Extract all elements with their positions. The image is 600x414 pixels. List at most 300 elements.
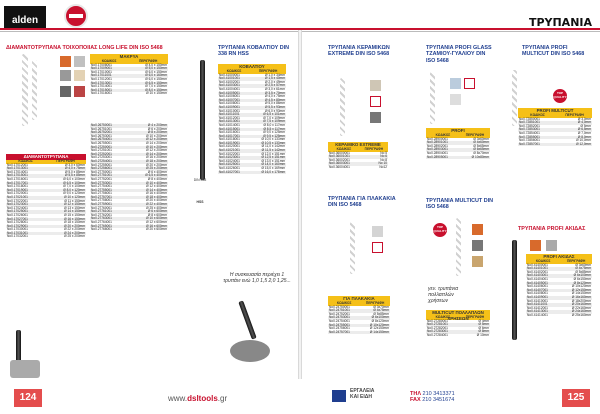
product-code: Νο0.17030001: [7, 227, 28, 232]
product-description: Ø 6,0 x 150mm: [145, 69, 167, 74]
product-description: Ø 10 x 150mm: [146, 91, 167, 96]
product-code: Νο0.27762001: [91, 212, 112, 217]
product-code: Νο0.41411001: [526, 303, 560, 307]
product-description: Ø 5,5 x 93mm: [250, 106, 286, 110]
product-description: Ø 7,0mm: [577, 130, 591, 135]
product-description: Ø 8,0 x 150mm: [128, 89, 168, 93]
product-code: Νο0.17026001: [7, 212, 28, 217]
multi-wood-icon: [472, 256, 483, 267]
product-description: Ø 6,0 x 93mm: [264, 108, 285, 113]
product-code: Νο0.27281001: [426, 323, 460, 327]
ceramic-drill-image: [340, 78, 345, 136]
product-description: Ø 6 x 200mm: [147, 126, 167, 131]
product-description: Ø 1,5 x 40mm: [250, 77, 286, 81]
circle-logo-icon: [64, 4, 88, 28]
column-header: ΚΩΔΙΚΟΣ: [518, 114, 557, 118]
product-code: Νο0.17015001: [90, 89, 128, 93]
product-description: Ø 18 x 200mm: [128, 160, 168, 164]
product-description: Ø 3,0mm: [577, 116, 591, 121]
product-description: Ø 11,5 x 142mm: [250, 149, 286, 153]
product-code: Νο0.17028001: [7, 220, 28, 225]
product-code: Νο0.27763001: [90, 217, 128, 221]
col5-ribbon: PROFI MULTICUT: [518, 108, 592, 114]
page-header: [0, 0, 600, 30]
product-code: Νο0.41026001: [219, 166, 240, 171]
product-code: Νο0.41003001: [218, 84, 250, 88]
table-row: [526, 314, 592, 318]
product-code: Νο0.27751001: [90, 174, 128, 178]
product-description: Ø 4mm: [478, 318, 489, 323]
long-life-drill-image: [22, 54, 28, 126]
col3-grid1: [328, 148, 388, 170]
product-description: Ø 5,0 x 150mm: [128, 67, 168, 71]
product-code: Νο0.24757001: [328, 331, 360, 335]
product-description: Ø 8,0 x 120mm: [45, 189, 86, 193]
product-code: Νο0.24753001: [328, 316, 360, 320]
product-description: Νο12: [379, 164, 387, 169]
product-code: Νο0.27283001: [426, 330, 460, 334]
product-description: Ø 6 x 400mm: [147, 169, 167, 174]
ceramic-sample-icon: [370, 80, 381, 91]
product-code: Νο0.41006001: [219, 94, 240, 99]
product-description: Ø 14x150mm: [360, 331, 390, 335]
product-description: Ø 13 x 150mm: [64, 205, 85, 210]
product-code: Νο0.41410001: [527, 298, 548, 303]
product-description: Ø 12 x 200mm: [128, 138, 168, 142]
product-description: Ø 7,0 x 109mm: [263, 115, 285, 120]
fax-number: 210 3451674: [422, 397, 455, 403]
product-code: Νο0.41014001: [219, 122, 240, 127]
product-code: Νο0.41404001: [527, 276, 548, 281]
product-code: Νο0.27760001: [91, 205, 112, 210]
product-description: Ø 2,5 x 57mm: [250, 84, 286, 88]
col2-ribbon: ΚΟΒΑΛΤΙΟΥ: [218, 64, 286, 70]
column-header: ΚΩΔΙΚΟΣ: [328, 148, 360, 152]
product-code: Νο0.17012001: [91, 76, 112, 81]
product-description: Ø 4,0 x 150mm: [145, 62, 167, 67]
akidas-concrete-icon: [546, 240, 557, 251]
product-description: Νο 10: [360, 162, 388, 166]
product-description: Ø 10 x 200mm: [128, 146, 168, 150]
product-code: Νο0.24751001: [328, 309, 360, 313]
product-description: Ø 10x120mm: [360, 324, 390, 328]
product-code: Νο0.28903001: [426, 148, 460, 152]
product-code: Νο0.41413001: [526, 310, 560, 314]
product-description: Ø 7,0 x 100mm: [63, 184, 85, 189]
column-header: ΠΕΡΙΓΡΑΦΗ: [128, 60, 168, 64]
cobalt-drill-in-use-image: [238, 300, 256, 339]
product-code: Νο0.41406001: [527, 284, 548, 289]
column-header: ΠΕΡΙΓΡΑΦΗ: [557, 114, 592, 118]
product-description: Ø 10,5 x 133mm: [250, 142, 286, 146]
product-description: Ø 4x75mm: [360, 309, 390, 313]
product-description: Ø 12 x 200mm: [146, 148, 167, 153]
product-description: Ø 10,0mm: [576, 138, 591, 143]
product-code: Νο0.17021001: [6, 196, 45, 200]
product-code: Νο0.28900001: [427, 136, 448, 141]
col2-note: Η συσκευασία περιέχει 1 τρυπάνι ενώ 1,0 1,5 2,0 1,25...: [223, 272, 291, 284]
product-code: Νο0.72852001: [519, 123, 540, 128]
product-code: Νο0.17031001: [6, 232, 45, 236]
product-code: Νο0.17009001: [90, 67, 128, 71]
product-description: Ø 4,0 x 75mm: [45, 167, 86, 171]
product-code: Νο0.41002001: [219, 79, 240, 84]
website-link[interactable]: [168, 394, 227, 403]
page-footer: [0, 379, 600, 414]
product-description: Ø 12x150mm: [560, 289, 592, 293]
fax-label: FAX: [410, 397, 421, 403]
product-description: Ø 5mm: [460, 323, 490, 327]
product-code: Νο0.41408001: [527, 291, 548, 296]
top-quality-badge: TOP QUALITY: [432, 222, 448, 238]
product-description: Ø 6,0 x 100mm: [63, 176, 85, 181]
product-description: Ø 9,0 x 125mm: [263, 130, 285, 135]
product-code: Νο0.72857001: [518, 143, 557, 147]
product-code: Νο0.27280001: [427, 318, 448, 323]
col5-grid2: [526, 260, 592, 318]
col5-ribbon2: PROFI ΑΚΙΔΑΣ: [526, 254, 592, 260]
product-code: Νο0.27752001: [91, 176, 112, 181]
product-description: Ø 6x65mm: [460, 148, 490, 152]
phone-number: 210 3413371: [422, 391, 455, 397]
product-description: Ø 10x120mm: [571, 284, 591, 289]
product-code: Νο0.41018001: [219, 137, 240, 142]
product-code: Νο0.41403001: [526, 274, 560, 278]
product-code: Νο0.27758001: [91, 198, 112, 203]
product-description: Ø 6,5 x 400mm: [128, 174, 168, 178]
product-description: Νο 6: [360, 155, 388, 159]
product-description: Ø 4x60mm: [460, 141, 490, 145]
product-description: Ø 6,0 x 150mm: [145, 76, 167, 81]
column-header: ΠΕΡΙΓΡΑΦΗ: [360, 148, 388, 152]
product-code: Νο0.41004001: [219, 86, 240, 91]
product-code: Νο0.27755001: [90, 189, 128, 193]
product-code: Νο0.17017001: [6, 182, 45, 186]
product-code: Νο0.41412001: [527, 305, 548, 310]
product-code: Νο0.41001001: [218, 77, 250, 81]
product-description: Ø 14 x 400mm: [128, 189, 168, 193]
product-code: Νο0.27764001: [91, 220, 112, 225]
product-code: Νο0.36004001: [329, 164, 350, 169]
product-code: Νο0.41027001: [218, 171, 250, 175]
product-code: Νο0.17025001: [6, 210, 45, 214]
product-code: Νο0.41010001: [219, 108, 240, 113]
product-code: Νο0.26753001: [91, 133, 112, 138]
col1-table2: [6, 154, 86, 239]
product-description: Ø 14 x 150mm: [45, 210, 86, 214]
col3-title2: ΤΡΥΠΑΝΙΑ ΓΙΑ ΠΛΑΚΑΚΙΑ DIN ISO 5468: [328, 196, 396, 209]
product-code: Νο0.27253001: [91, 155, 112, 160]
page-number-right: 125: [562, 389, 590, 407]
product-code: Νο0.17010001: [91, 69, 112, 74]
product-description: Ø 12x150mm: [369, 326, 389, 331]
col3-title: ΤΡΥΠΑΝΙΑ ΚΕΡΑΜΙΚΩΝ EXTREME DIN ISO 5468: [328, 45, 390, 58]
col5-grid1: [518, 114, 592, 146]
column-header: ΚΩΔΙΚΟΣ: [526, 260, 560, 264]
product-code: Νο0.28902001: [427, 143, 448, 148]
product-description: Ø 10x80mm: [460, 156, 490, 160]
product-code: Νο0.17019001: [6, 189, 45, 193]
company-line1: ΕΡΓΑΛΕΙΑ: [350, 388, 375, 394]
col1-table1: [90, 54, 168, 96]
contact-info: [410, 391, 455, 403]
product-code: Νο0.24755001: [328, 324, 360, 328]
product-code: Νο0.41400001: [527, 262, 548, 267]
col4-title: ΤΡΥΠΑΝΙΑ PROFI GLASS ΤΖΑΜΙΟΥ-ΓΥΑΛΙΟΥ DIN ISO 5468: [426, 45, 492, 64]
col1-table1-grid: [90, 60, 168, 96]
product-description: Ø 25 x 400mm: [146, 205, 167, 210]
product-description: Ø 3,5 x 70mm: [250, 92, 286, 96]
col3-table1: [328, 142, 388, 170]
tile-sample-icon: [74, 86, 85, 97]
product-code: Νο0.17015001: [6, 174, 45, 178]
product-code: Νο0.17016001: [7, 176, 28, 181]
product-description: Ø 3x70mm: [373, 304, 389, 309]
product-code: Νο0.41402001: [527, 269, 548, 274]
product-description: Ø 4x75mm: [560, 267, 592, 271]
no-hammer-icon-2: [372, 242, 383, 253]
product-description: Ø 6,5mm: [557, 128, 592, 132]
product-description: Ø 6,5 x 150mm: [128, 82, 168, 86]
cobalt-drill-image: [200, 60, 205, 180]
column-header: ΚΩΔΙΚΟΣ: [328, 302, 360, 306]
product-code: Νο0.27254001: [90, 160, 128, 164]
product-code: Νο0.41022001: [219, 151, 240, 156]
product-code: Νο0.27761001: [90, 210, 128, 214]
product-code: Νο0.17032001: [7, 234, 28, 239]
product-code: Νο0.26754001: [90, 138, 128, 142]
product-description: Ø 10 x 600mm: [128, 217, 168, 221]
product-code: Νο0.72854001: [519, 130, 540, 135]
product-code: Νο0.72851001: [518, 121, 557, 125]
col1-title: ΔΙΑΜΑΝΤΟΤΡΥΠΑΝΑ ΤΟΙΧΟΠΟΙΙΑΣ LONG LIFE DIN ISO 5468: [6, 45, 163, 51]
product-code: Νο0.27282001: [427, 325, 448, 330]
product-description: Ø 18 x 150mm: [64, 220, 85, 225]
product-code: Νο0.41000001: [219, 72, 240, 77]
product-description: Ø 5,5 x 85mm: [45, 174, 86, 178]
col5-table1: [518, 108, 592, 146]
product-code: Νο0.41011001: [218, 113, 250, 117]
long-life-drill-image-2: [32, 60, 37, 120]
website-prefix: www.: [168, 394, 188, 403]
product-description: Ø 8 x 400mm: [147, 176, 167, 181]
column-header: ΠΕΡΙΓΡΑΦΗ: [250, 70, 286, 74]
plaster-sample-icon: [74, 70, 85, 81]
product-description: Ø 2,0 x 49mm: [264, 79, 285, 84]
product-description: Ø 8,0 x 117mm: [263, 122, 285, 127]
stone-sample-icon: [74, 56, 85, 67]
product-code: Νο0.41016001: [219, 130, 240, 135]
product-code: Νο0.26752001: [90, 131, 128, 135]
dsl-logo-icon: [332, 390, 346, 402]
product-description: Ø 8x120mm: [560, 282, 592, 286]
product-description: Ø 10,0 x 133mm: [261, 137, 285, 142]
product-code: Νο0.72856001: [519, 138, 540, 143]
product-code: Νο0.17027001: [6, 218, 45, 222]
product-description: Ø 14x150mm: [571, 291, 591, 296]
product-description: Ø 25 x 200mm: [128, 167, 168, 171]
brand-name: alden: [11, 15, 39, 26]
col1-table1-ribbon: ΜΑΚΡΥΑ: [90, 54, 168, 60]
product-description: Ø 10 x 120mm: [45, 196, 86, 200]
company-name: [350, 389, 374, 400]
product-description: Ø 6x100mm: [360, 316, 390, 320]
drilling-wall-photo: [10, 360, 40, 378]
top-quality-badge-2: TOP QUALITY: [552, 88, 568, 104]
product-code: Νο0.41024001: [219, 158, 240, 163]
product-description: Ø 18x200mm: [571, 298, 591, 303]
product-code: Νο0.41414001: [527, 312, 548, 317]
product-description: Ø 6 x 600mm: [128, 210, 168, 214]
no-hammer-icon-3: [464, 78, 475, 89]
product-code: Νο0.41007001: [218, 99, 250, 103]
profi-multicut-drill-image: [512, 70, 517, 126]
product-code: Νο0.27284001: [427, 332, 448, 337]
product-description: Ø 16 x 600mm: [128, 225, 168, 229]
product-code: Νο0.27766001: [91, 227, 112, 232]
product-code: Νο0.26751001: [91, 126, 112, 131]
website-brand: dsltools: [187, 394, 218, 403]
product-description: Ø 11,0 x 142mm: [261, 144, 285, 149]
product-code: Νο0.41013001: [218, 120, 250, 124]
product-description: Ø 4,5 x 80mm: [250, 99, 286, 103]
product-description: Ø 3,0 x 60mm: [64, 162, 85, 167]
product-code: Νο0.17013001: [90, 82, 128, 86]
table-row: [328, 166, 388, 170]
hss-label: HSS: [196, 200, 204, 204]
product-description: Ø 5x85mm: [575, 269, 591, 274]
table-row: [90, 228, 168, 232]
product-code: Νο0.24752001: [329, 311, 350, 316]
table-row: [90, 92, 168, 96]
product-code: Νο0.17016001: [91, 91, 112, 96]
product-description: Ø 4 x 200mm: [128, 124, 168, 128]
col4-ribbon2: MULTICUT ΠΟΛΛΑΠΛΩΝ ΧΡΗΣΕΩΝ: [426, 310, 490, 316]
product-description: Ø 8x70mm: [473, 150, 489, 155]
table-row: [328, 331, 390, 335]
company-line2: ΚΑΙ ΕΙΔΗ: [350, 393, 372, 400]
no-hammer-icon: [370, 96, 381, 107]
product-code: Νο0.36000001: [329, 150, 350, 155]
product-code: Νο0.27759001: [90, 203, 128, 207]
col5-table2: [526, 254, 592, 318]
product-description: Ø 9,0 x 120mm: [63, 191, 85, 196]
product-code: Νο0.41009001: [218, 106, 250, 110]
product-code: Νο0.72853001: [518, 128, 557, 132]
product-description: Ø 8mm: [460, 330, 490, 334]
product-description: Ø 22x160mm: [571, 305, 591, 310]
multi-brick-icon: [472, 224, 483, 235]
col1-table3-grid: [90, 124, 168, 232]
product-description: Ø 6x150mm: [573, 276, 591, 281]
product-code: Νο0.24750001: [329, 304, 350, 309]
product-code: Νο0.41405001: [526, 282, 560, 286]
product-code: Νο0.17013001: [6, 167, 45, 171]
column-header: ΠΕΡΙΓΡΑΦΗ: [360, 302, 390, 306]
product-description: Ø 12 x 150mm: [45, 203, 86, 207]
product-code: Νο0.17014001: [7, 169, 28, 174]
col4-grid1: [426, 134, 490, 159]
product-code: Νο0.17011001: [90, 74, 128, 78]
col2-table: [218, 64, 286, 174]
table-row: [6, 235, 86, 239]
product-description: Ø 16,0 x 178mm: [250, 171, 286, 175]
product-code: Νο0.41020001: [219, 144, 240, 149]
product-code: Νο0.17008001: [91, 62, 112, 67]
col4-title2: ΤΡΥΠΑΝΙΑ MULTICUT DIN ISO 5468: [426, 198, 493, 211]
product-description: Ø 8 x 600mm: [147, 212, 167, 217]
product-code: Νο0.28905001: [426, 156, 460, 160]
col2-grid: [218, 70, 286, 174]
column-header: ΚΩΔΙΚΟΣ: [90, 60, 128, 64]
table-row: [426, 334, 490, 338]
col4-hand-note: γεν. τρυπάνια πολλαπλών χρήσεων: [428, 286, 459, 304]
glass-sample-icon: [450, 78, 461, 89]
tile-sample-icon-2: [372, 226, 383, 237]
product-code: Νο0.72850001: [519, 116, 540, 121]
col4-table1: [426, 128, 490, 159]
product-description: Ø 24 x 200mm: [45, 232, 86, 236]
product-description: Ø 12,0mm: [557, 143, 592, 147]
akidas-brick-icon: [530, 240, 541, 251]
column-header: ΚΩΔΙΚΟΣ: [426, 316, 460, 320]
col1-table2-ribbon: ΔΙΑΜΑΝΤΟΤΡΥΠΑΝΑ: [6, 154, 86, 160]
product-code: Νο0.27250001: [90, 146, 128, 150]
product-code: Νο0.27753001: [90, 182, 128, 186]
product-code: Νο0.17020001: [7, 191, 28, 196]
product-description: Ø 16x160mm: [560, 296, 592, 300]
page-number-left: 124: [14, 389, 42, 407]
product-code: Νο0.27750001: [91, 169, 112, 174]
concrete-sample-icon: [60, 70, 71, 81]
product-code: Νο0.26750001: [90, 124, 128, 128]
column-header: ΠΕΡΙΓΡΑΦΗ: [560, 260, 592, 264]
product-description: Ø 10 x 400mm: [128, 182, 168, 186]
brick-sample-icon: [60, 56, 71, 67]
product-description: Ø 14 x 200mm: [128, 153, 168, 157]
product-description: Ø 12,0 x 151mm: [261, 151, 285, 156]
product-description: Ø 8,0mm: [557, 136, 592, 140]
column-header: ΠΕΡΙΓΡΑΦΗ: [460, 134, 490, 138]
product-description: Ø 7,5 x 109mm: [250, 120, 286, 124]
product-description: Ø 13,0 x 151mm: [261, 158, 285, 163]
product-code: Νο0.41025001: [218, 163, 250, 167]
multicut-drill-image: [456, 218, 461, 276]
product-description: Ø 6,5 x 101mm: [250, 113, 286, 117]
table-row: [218, 171, 286, 175]
product-description: Ø 25x160mm: [571, 312, 591, 317]
table-row: [426, 156, 490, 160]
product-code: Νο0.27255001: [91, 162, 112, 167]
product-code: Νο0.41019001: [218, 142, 250, 146]
marble-sample-icon: [370, 112, 381, 123]
product-description: Ø 12 x 600mm: [146, 220, 167, 225]
product-code: Νο0.17018001: [7, 184, 28, 189]
product-description: Ø 10 x 200mm: [146, 133, 167, 138]
product-description: Ø 16 x 150mm: [45, 218, 86, 222]
product-code: Νο0.41021001: [218, 149, 250, 153]
product-description: Ø 12,5 x 151mm: [250, 156, 286, 160]
product-description: Ø 22 x 400mm: [128, 203, 168, 207]
product-code: Νο0.36002001: [329, 157, 350, 162]
metal-workpiece-photo: [230, 340, 270, 362]
product-code: Νο0.17024001: [7, 205, 28, 210]
product-code: Νο0.41008001: [219, 101, 240, 106]
table-row: [518, 143, 592, 147]
product-code: Νο0.72855001: [518, 136, 557, 140]
product-description: Ø 15,0 x 169mm: [261, 166, 285, 171]
product-code: Νο0.28904001: [427, 150, 448, 155]
